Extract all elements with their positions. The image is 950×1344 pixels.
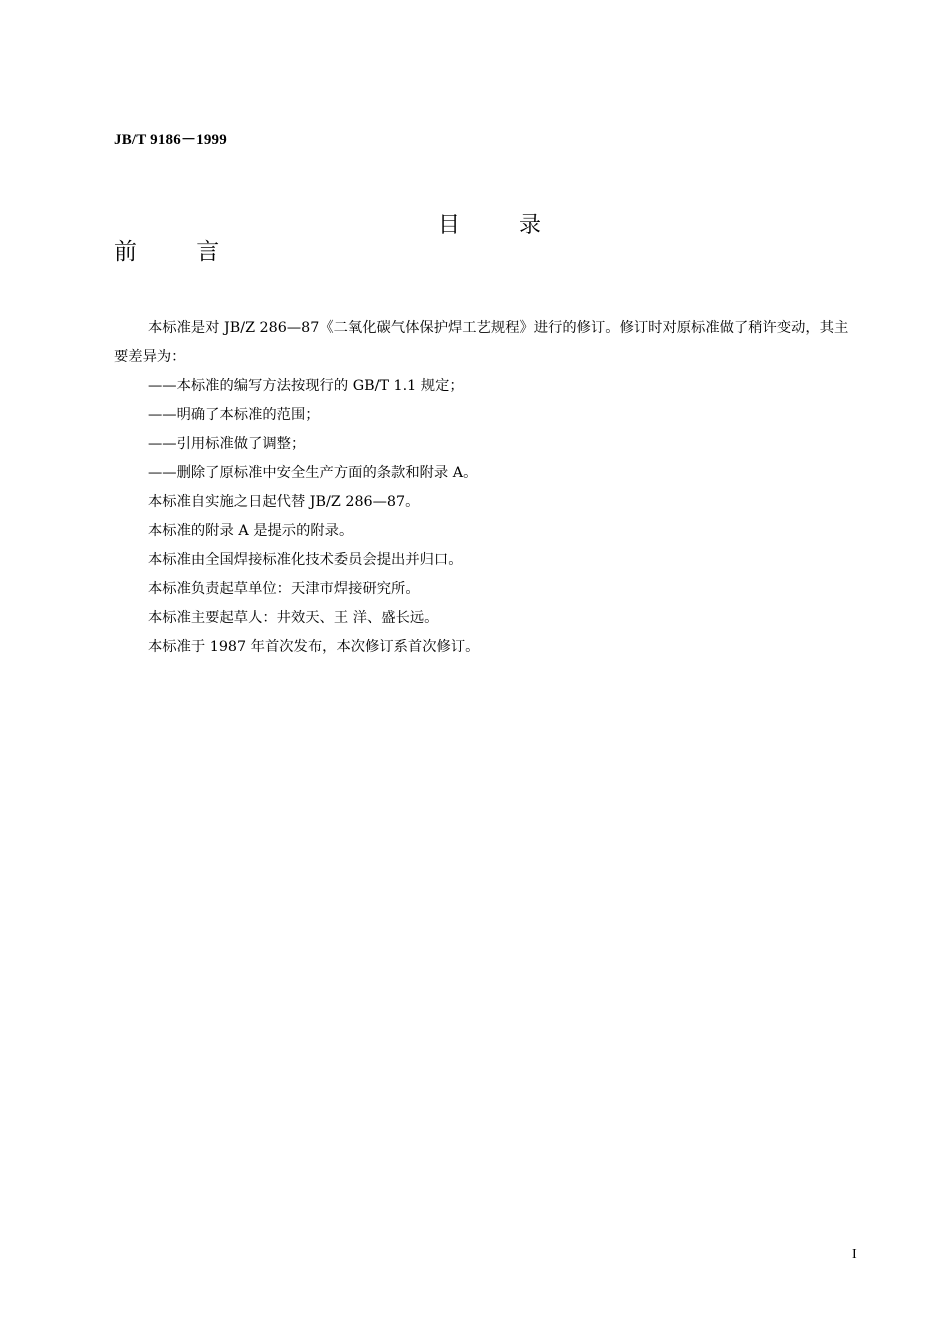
foreword-paragraph: 本标准主要起草人：井效天、王 洋、盛长远。 bbox=[148, 610, 439, 626]
foreword-paragraph: 本标准于 1987 年首次发布，本次修订系首次修订。 bbox=[148, 639, 480, 655]
standard-code: JB/T 9186－1999 bbox=[114, 132, 227, 148]
foreword-paragraph: 本标准自实施之日起代替 JB/Z 286—87。 bbox=[148, 494, 420, 510]
foreword-title: 前 言 bbox=[114, 239, 246, 265]
foreword-paragraph: ——引用标准做了调整； bbox=[148, 436, 306, 452]
page-number: I bbox=[852, 1247, 857, 1262]
foreword-paragraph: ——明确了本标准的范围； bbox=[148, 407, 320, 423]
foreword-paragraph: 本标准是对 JB/Z 286—87《二氧化碳气体保护焊工艺规程》进行的修订。修订时对原标准做了稍许变动，其主要差异为： bbox=[114, 320, 849, 365]
foreword-paragraph: 本标准的附录 A 是提示的附录。 bbox=[148, 523, 354, 539]
foreword-paragraph: 本标准负责起草单位：天津市焊接研究所。 bbox=[148, 581, 420, 597]
foreword-paragraph: ——本标准的编写方法按现行的 GB/T 1.1 规定； bbox=[148, 378, 464, 394]
foreword-body bbox=[114, 314, 862, 662]
foreword-paragraph: ——删除了原标准中安全生产方面的条款和附录 A。 bbox=[148, 465, 478, 481]
foreword-paragraph: 本标准由全国焊接标准化技术委员会提出并归口。 bbox=[148, 552, 463, 568]
toc-title: 目 录 bbox=[438, 213, 567, 238]
